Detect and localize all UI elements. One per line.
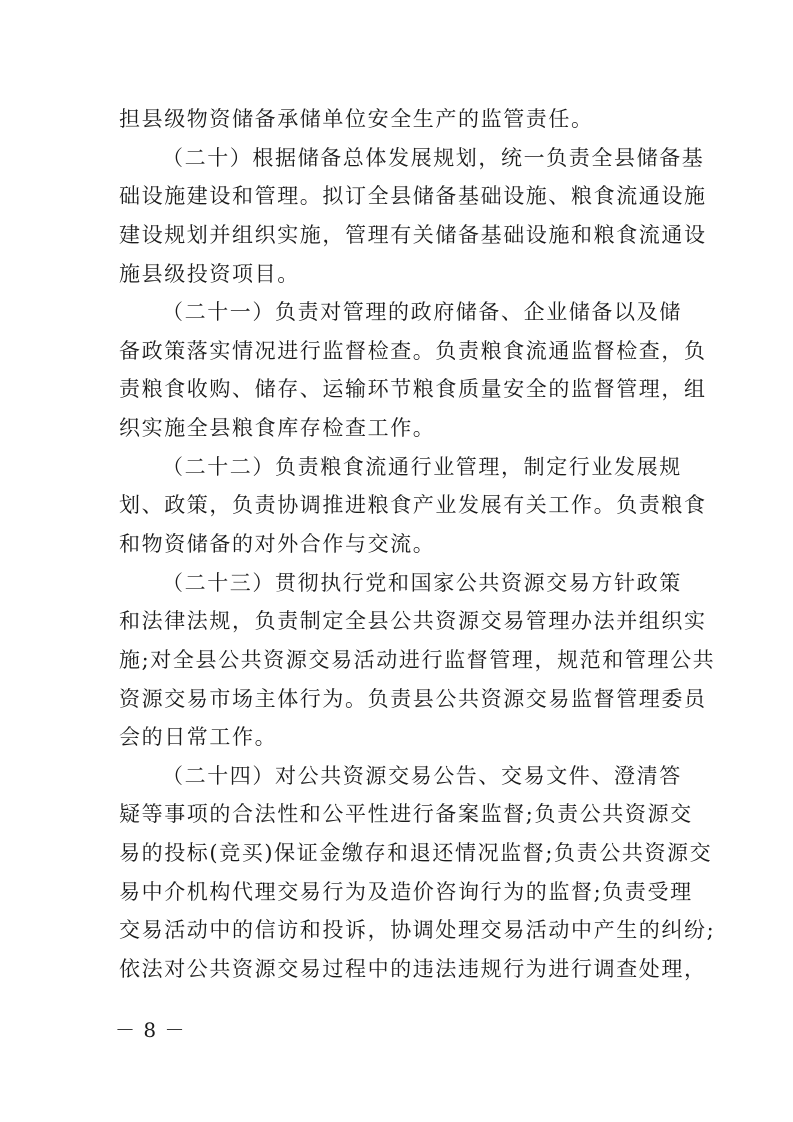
text-line: 织实施全县粮食库存检查工作。 bbox=[119, 416, 436, 440]
text-line: 依法对公共资源交易过程中的违法违规行为进行调查处理， bbox=[119, 957, 707, 981]
text-line: 划、政策，负责协调推进粮食产业发展有关工作。负责粮食 bbox=[119, 493, 707, 517]
text-line: （二十一）负责对管理的政府储备、企业储备以及储 bbox=[162, 300, 682, 324]
text-line: 础设施建设和管理。拟订全县储备基础设施、粮食流通设施 bbox=[119, 184, 707, 208]
text-line: 施;对全县公共资源交易活动进行监督管理，规范和管理公共 bbox=[119, 648, 716, 672]
text-line: 建设规划并组织实施，管理有关储备基础设施和粮食流通设 bbox=[119, 223, 707, 247]
text-line: 交易活动中的信访和投诉，协调处理交易活动中产生的纠纷; bbox=[119, 918, 716, 942]
text-line: 备政策落实情况进行监督检查。负责粮食流通监督检查，负 bbox=[119, 339, 707, 363]
text-line: 施县级投资项目。 bbox=[119, 262, 300, 286]
text-line: 易的投标(竞买)保证金缴存和退还情况监督;负责公共资源交 bbox=[119, 841, 713, 865]
text-line: 和法律法规，负责制定全县公共资源交易管理办法并组织实 bbox=[119, 609, 707, 633]
text-line: 责粮食收购、储存、运输环节粮食质量安全的监督管理，组 bbox=[119, 377, 707, 401]
text-line: （二十二）负责粮食流通行业管理，制定行业发展规 bbox=[162, 455, 682, 479]
text-line: 和物资储备的对外合作与交流。 bbox=[119, 532, 436, 556]
text-line: 担县级物资储备承储单位安全生产的监管责任。 bbox=[119, 107, 594, 131]
text-line: 易中介机构代理交易行为及造价咨询行为的监督;负责受理 bbox=[119, 880, 693, 904]
text-line: （二十）根据储备总体发展规划，统一负责全县储备基 bbox=[162, 146, 705, 170]
text-line: （二十四）对公共资源交易公告、交易文件、澄清答 bbox=[162, 764, 682, 788]
page-number: － 8 － bbox=[115, 1018, 186, 1042]
text-line: 疑等事项的合法性和公平性进行备案监督;负责公共资源交 bbox=[119, 802, 693, 826]
text-line: 资源交易市场主体行为。负责县公共资源交易监督管理委员 bbox=[119, 687, 707, 711]
text-line: 会的日常工作。 bbox=[119, 725, 278, 749]
text-line: （二十三）贯彻执行党和国家公共资源交易方针政策 bbox=[162, 571, 682, 595]
